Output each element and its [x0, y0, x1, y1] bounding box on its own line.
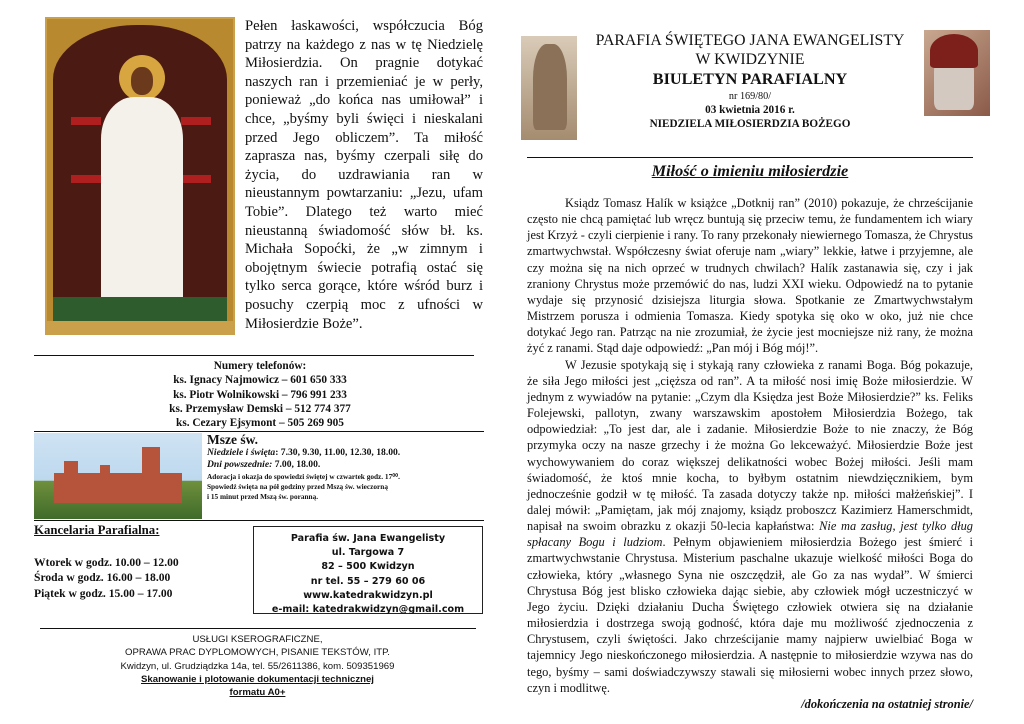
email-link[interactable]: e-mail: katedrakwidzyn@gmail.com [271, 604, 465, 616]
sunday-times: : 7.30, 9.30, 11.00, 12.30, 18.00. [275, 446, 401, 458]
phone-numbers [40, 359, 480, 430]
divider [34, 520, 484, 521]
office-hours-line: Środa w godz. 16.00 – 18.00 [34, 571, 171, 584]
saint-john-statue-image [521, 36, 577, 140]
office-heading: Kancelaria Parafialna: [34, 523, 160, 537]
article-text: W Jezusie spotykają się i stykają rany człowieka z ranami Boga. Bóg pokazuje, że siła Jego miłości jest „cięższa od ran”. A ta miłość nosi imię Boże miłosierdzie. W jednym z wywiadów na pytanie: „Czym dla Księdza jest Boże Miłosierdzie?” ks. Feliks Folejewski, pallotyn, zwany warszawskim apostołem Miłosierdzia Bożego, tak odpowiedział: „To jest dar, ale i zadanie. Miłosierdzie Boże to nie znaczy, że Bóg przymyka oczy na nasze grzechy i że można Go lekceważyć. Miłosierdzie Boże jest wychowywaniem do coraz większej delikatności wobec Bożej miłości. Jeśli mam świadomość, że ktoś mnie kocha, to byłbym ostatnim niewdzięcznikiem, bym jednocześnie godził w tę miłość. Ta zasada dotyczy także np. miłości małżeńskiej”. I dalej mówił: „Pamiętam, jak mój znajomy, ksiądz proboszcz Kazimierz Hamerschmidt, napisał na swoim obrazku z okazji 50-lecia kapłaństwa: [527, 357, 973, 534]
castle-photo [34, 433, 202, 519]
divider [34, 431, 484, 432]
address-line: nr tel. 55 – 279 60 06 [310, 575, 426, 587]
address-line: ul. Targowa 7 [331, 547, 405, 559]
divider [40, 628, 476, 629]
ad-line: Skanowanie i plotowanie dokumentacji technicznej [141, 673, 374, 685]
sunday-name: NIEDZIELA MIŁOSIERDZIA BOŻEGO [649, 118, 851, 130]
article-title: Miłość o imieniu miłosierdzie [651, 162, 849, 180]
ad-line: formatu A0+ [229, 687, 286, 699]
ad-line: OPRAWA PRAC DYPLOMOWYCH, PISANIE TEKSTÓW, ITP. [125, 647, 390, 659]
confession-note: Spowiedź święta na pół godziny przed Mszą św. wieczorną [207, 481, 388, 491]
phone-line: ks. Ignacy Najmowicz – 601 650 333 [173, 374, 347, 387]
masses-schedule [207, 434, 487, 502]
address-line: 82 – 500 Kwidzyn [321, 561, 415, 573]
office-hours-line: Piątek w godz. 15.00 – 17.00 [34, 586, 173, 600]
phone-line: ks. Piotr Wolnikowski – 796 991 233 [173, 388, 347, 401]
office-hours-line: Wtorek w godz. 10.00 – 12.00 [34, 555, 179, 569]
phones-heading: Numery telefonów: [213, 360, 307, 372]
continuation-note: /dokończenia na ostatniej stronie/ [801, 696, 973, 711]
parish-town: W KWIDZYNIE [695, 51, 805, 68]
issue-date: 03 kwietnia 2016 r. [705, 104, 795, 116]
phone-line: ks. Przemysław Demski – 512 774 377 [169, 402, 351, 415]
article-paragraph [527, 357, 973, 696]
weekday-label: Dni powszednie: [207, 459, 273, 470]
ad-line: USŁUGI KSEROGRAFICZNE, [192, 634, 323, 645]
parish-office [34, 523, 244, 601]
sunday-label: Niedziele i święta [207, 446, 276, 458]
article-text: . Pełnym objawieniem miłosierdzia Bożego jest śmierć i zmartwychwstanie Chrystusa. Misterium paschalne ukazuje wielkość miłości Boga do człowieka, który „własnego Syna nie oszczędził, ale Go za nas wydał”. W śmierci Chrystusa Bóg jest blisko człowieka dając siebie, aby człowiek mógł uczestniczyć w Jego życiu. Dzięki działaniu Ducha Świętego człowiek otwiera się na działanie miłosierdzia i dostrzega swoją godność, która daje mu możliwość zjednoczenia z Chrystusem, czyli świętości. Jako chrześcijanie mamy najpierw uwielbiać Boga w tajemnicy Jego nieskończonego miłosierdzia. A następnie to miłosierdzie wzywa nas do tego, byśmy – sami doświadczywszy stawali się miłosierni wobec innych przez słowo, czyn i modlitwę. [527, 535, 973, 695]
parish-name: PARAFIA ŚWIĘTEGO JANA EWANGELISTY [595, 32, 905, 49]
issue-number: nr 169/80/ [728, 91, 772, 102]
article-body [527, 195, 973, 712]
divider [527, 157, 973, 158]
adoration-note: Adoracja i okazja do spowiedzi świętej w czwartek godz. 17⁰⁰. [207, 471, 400, 481]
ad-line: Kwidzyn, ul. Grudziądzka 14a, tel. 55/2611386, kom. 509351969 [120, 660, 395, 672]
masses-heading: Msze św. [207, 432, 258, 447]
weekday-times: 7.00, 18.00. [272, 459, 321, 470]
address-line: Parafia św. Jana Ewangelisty [290, 533, 446, 544]
phone-line: ks. Cezary Ejsymont – 505 269 905 [176, 417, 344, 430]
bulletin-header [578, 31, 922, 132]
intro-text: Pełen łaskawości, współczucia Bóg patrzy na każdego z nas w tę Niedzielę Miłosierdzia. On pragnie dotykać naszych ran i przemieniać je w perły, ponieważ „do końca nas umiłował” i chce, „byśmy byli święci i nieskalani przed Jego obliczem”. Ta miłość zaprasza nas, byśmy czerpali siłę do życia, do uzdrawiania ran w nieustannym powtarzaniu: „Jezu, ufam Tobie”. Dlatego też warto mieć nieustanną świadomość słów bł. ks. Michała Sopoćki, że „w zimnym i obojętnym świecie potrafią ostać się tylko serca gorące, które wśród burz i posuchy czerpią moc z ufności w Miłosierdzie Boże”. [245, 18, 483, 332]
xerography-ad [95, 633, 420, 699]
article-paragraph: Ksiądz Tomasz Halík w książce „Dotknij ran” (2010) pokazuje, że chrześcijanie często nie chcą pamiętać lub wręcz buntują się przeciw temu, że fundamentem ich wiary jest Krzyż - czyli cierpienie i rany. To rany przekonały niewiernego Tomasza, że Chrystus zmartwychwstał. Współczesny świat oferuje nam „wiary” lekkie, łatwe i przyjemne, ale czy można się na nich oprzeć w trudnych chwilach? Halík zastanawia się, czy i jak zraniony Chrystus może przemówić do nas, ludzi XXI wieku. Odpowiedź na to pytanie wydaje się przynosić dzisiejsza liturgia słowa. Spotkanie ze Zmartwychwstałym Mistrzem porusza i odmienia Tomasza. Kiedy spotyka się oko w oko, już nie chce dotykać Jego ran. Patrząc na nie zrozumiał, że życie jest mocniejsze niż rany, że można żyć z ranami. Stąd daje odpowiedź: „Pan mój i Bóg mój!”. [527, 196, 973, 356]
parish-address-box [253, 526, 483, 614]
saint-faustina-image [924, 30, 990, 116]
confession-note-2: i 15 minut przed Mszą św. poranną. [207, 491, 319, 501]
website-link[interactable]: www.katedrakwidzyn.pl [303, 589, 433, 601]
bulletin-title: BIULETYN PARAFIALNY [652, 70, 848, 88]
divine-mercy-icon-image [45, 17, 235, 335]
divider [34, 355, 474, 356]
article-quote: Nie ma zasług, jest tylko dług spłacany Bogu i ludziom [527, 519, 973, 550]
